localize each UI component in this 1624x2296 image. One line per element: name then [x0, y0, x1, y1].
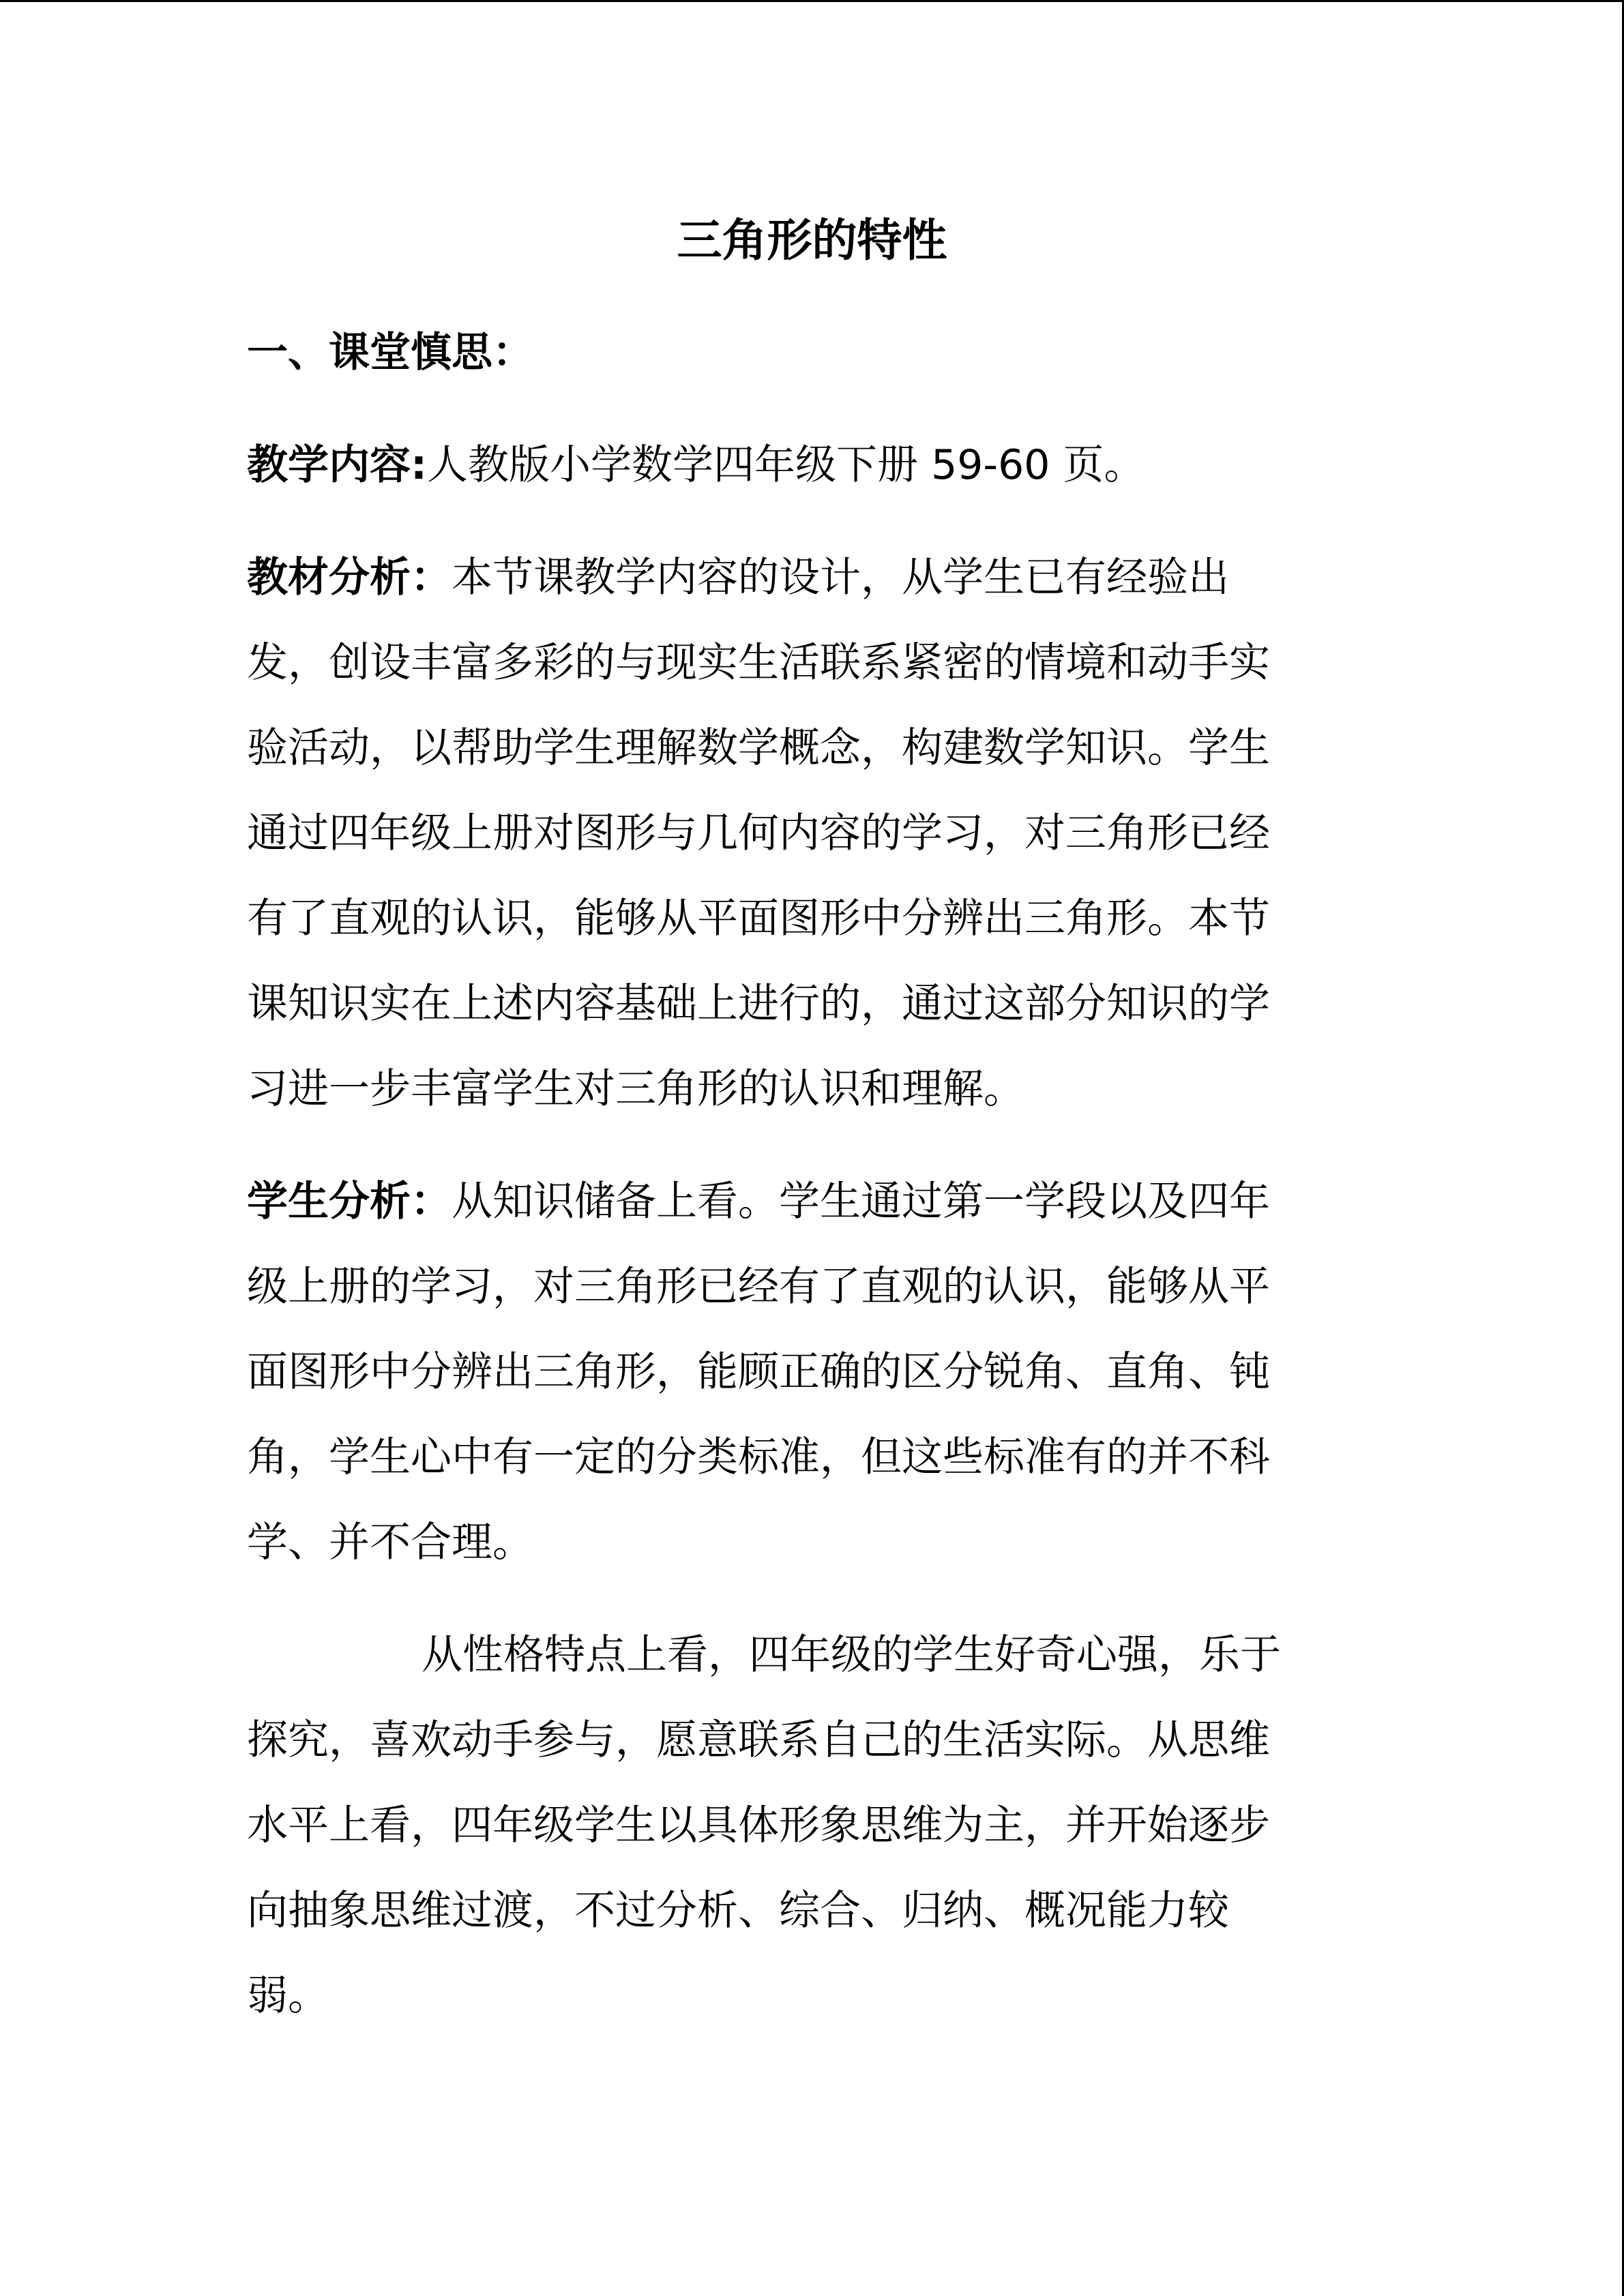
- material-analysis-line: 验活动，以帮助学生理解数学概念，构建数学知识。学生: [247, 724, 1270, 772]
- personality-line: 弱。: [247, 1972, 329, 2020]
- personality-line: 水平上看，四年级学生以具体形象思维为主，并开始逐步: [247, 1802, 1270, 1849]
- student-analysis-line: 面图形中分辨出三角形，能顾正确的区分锐角、直角、钝: [247, 1348, 1270, 1396]
- student-analysis-paragraph: [247, 1159, 1352, 1585]
- teaching-content-text: 人教版小学数学四年级下册 59-60 页。: [427, 441, 1145, 489]
- teaching-content-line: [247, 423, 1352, 508]
- material-analysis-line: 有了直观的认识，能够从平面图形中分辨出三角形。本节: [247, 895, 1270, 942]
- material-analysis-paragraph: [247, 535, 1352, 1132]
- section-heading: 一、课堂慎思：: [247, 329, 533, 376]
- student-analysis-label: 学生分析：: [247, 1178, 452, 1225]
- teaching-content-label: 教学内容:: [247, 441, 427, 489]
- material-analysis-line: [247, 535, 1352, 621]
- personality-line: 从性格特点上看，四年级的学生好奇心强，乐于: [422, 1631, 1281, 1679]
- page-title: 三角形的特性: [677, 214, 947, 267]
- material-analysis-line: 习进一步丰富学生对三角形的认识和理解。: [247, 1065, 1024, 1113]
- material-analysis-line: 课知识实在上述内容基础上进行的，通过这部分知识的学: [247, 980, 1270, 1028]
- student-analysis-text: 从知识储备上看。学生通过第一学段以及四年: [452, 1178, 1270, 1225]
- student-analysis-line: 角，学生心中有一定的分类标准，但这些标准有的并不科: [247, 1433, 1270, 1481]
- material-analysis-label: 教材分析：: [247, 554, 452, 601]
- student-analysis-line: 级上册的学习，对三角形已经有了直观的认识，能够从平: [247, 1263, 1270, 1311]
- teaching-content-paragraph: [247, 423, 1352, 508]
- material-analysis-line: 发，创设丰富多彩的与现实生活联系紧密的情境和动手实: [247, 639, 1270, 687]
- material-analysis-line: 通过四年级上册对图形与几何内容的学习，对三角形已经: [247, 809, 1270, 857]
- material-analysis-text: 本节课教学内容的设计，从学生已有经验出: [452, 554, 1229, 601]
- page-top-border: [0, 0, 1624, 2]
- personality-paragraph: [247, 1613, 1352, 2039]
- student-analysis-line: [247, 1159, 1352, 1244]
- student-analysis-line: 学、并不合理。: [247, 1519, 533, 1566]
- personality-line: 向抽象思维过渡，不过分析、综合、归纳、概况能力较: [247, 1887, 1229, 1935]
- personality-line: 探究，喜欢动手参与，愿意联系自己的生活实际。从思维: [247, 1716, 1270, 1764]
